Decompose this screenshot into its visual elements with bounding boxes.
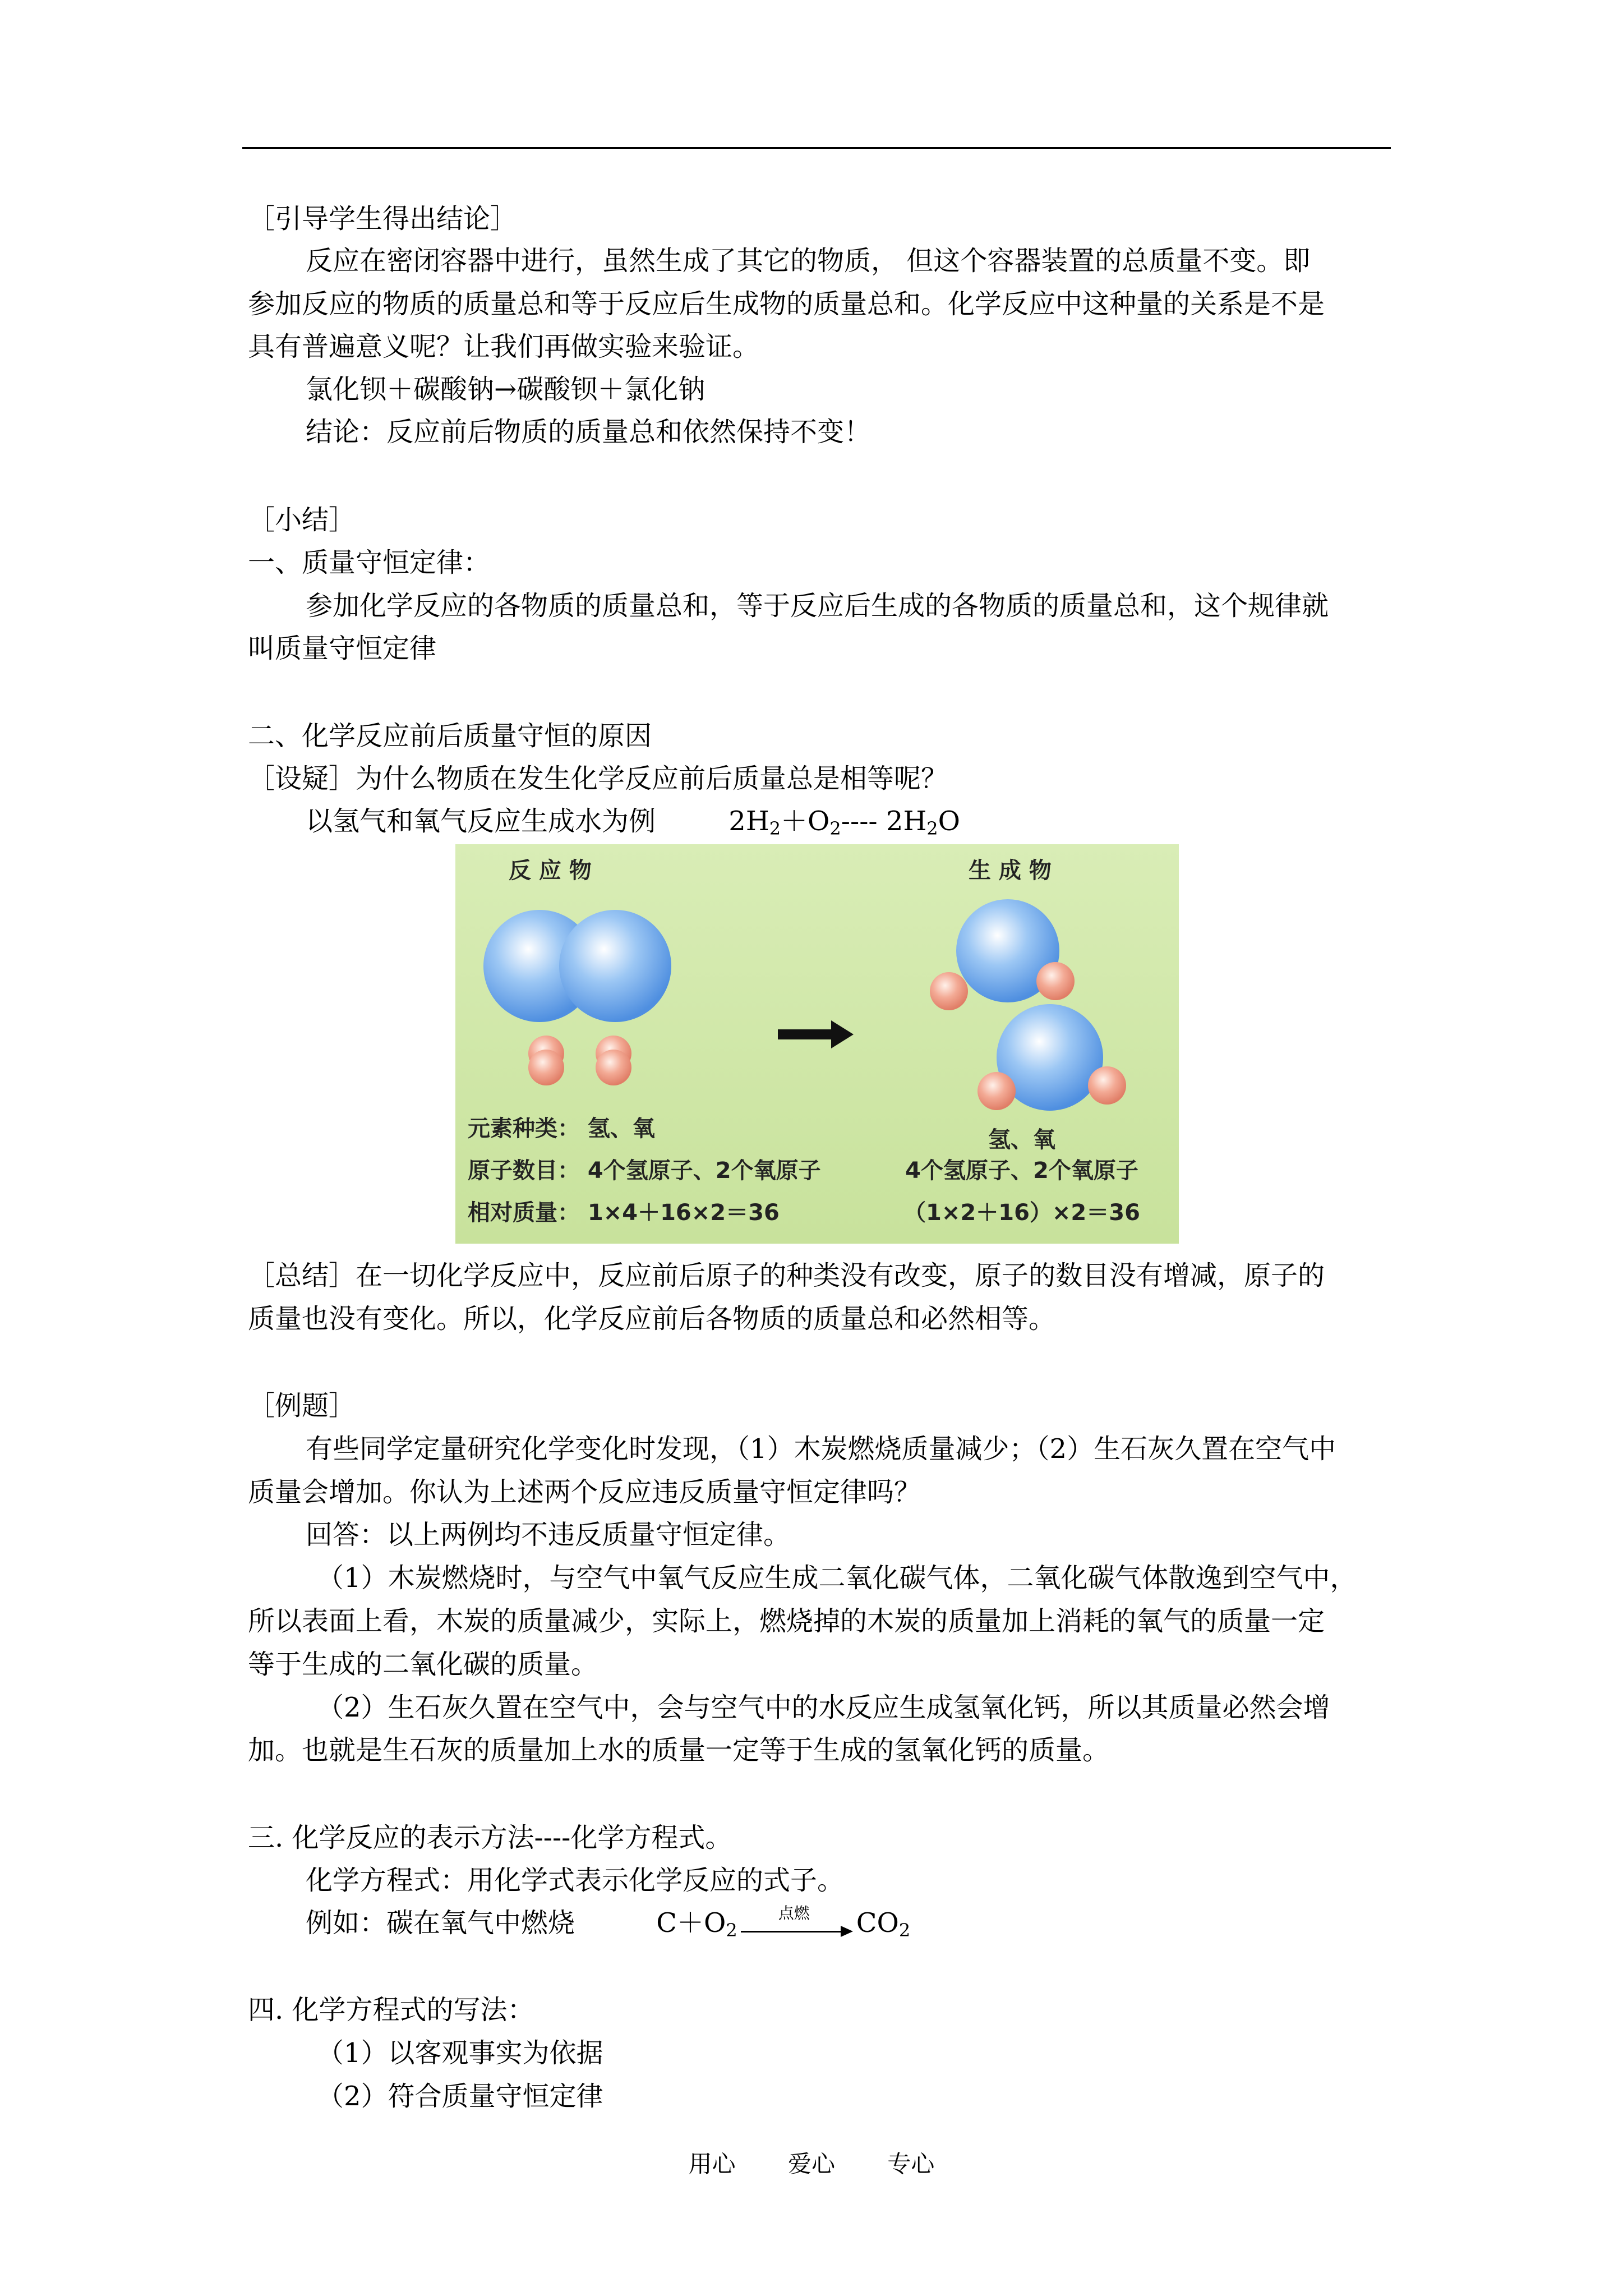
paragraph-line: 加。也就是生石灰的质量加上水的质量一定等于生成的氢氧化钙的质量。: [248, 1734, 1110, 1766]
hydrogen-atom: [1088, 1066, 1126, 1105]
products-title: 生 成 物: [969, 858, 1052, 884]
product-relative-mass: （1×2＋16）×2＝36: [903, 1200, 1140, 1226]
section-guide-heading: ［引导学生得出结论］: [248, 203, 518, 234]
carbon-combustion-equation: $C+O_2$ 点燃 $CO_2$: [656, 1904, 911, 1941]
hydrogen-atom: [596, 1050, 631, 1085]
paragraph-line: （1）木炭燃烧时，与空气中氧气反应生成二氧化碳气体，二氧化碳气体散逸到空气中，: [317, 1562, 1357, 1594]
section-summary-heading: ［小结］: [248, 504, 356, 536]
paragraph-line: 质量会增加。你认为上述两个反应违反质量守恒定律吗？: [248, 1476, 921, 1508]
paragraph-line: 叫质量守恒定律: [248, 633, 437, 664]
list-item: （1）以客观事实为依据: [317, 2037, 603, 2069]
list-item: （2）符合质量守恒定律: [317, 2081, 603, 2112]
relative-mass-label: 相对质量： 1×4＋16×2＝36: [468, 1200, 780, 1226]
reaction-condition: 点燃: [778, 1904, 810, 1922]
molecule-diagram: [455, 844, 1179, 1244]
footer-text: 爱心: [787, 2150, 835, 2178]
hydrogen-atom: [930, 972, 968, 1010]
molecule-diagram-svg: [455, 844, 1179, 1244]
section-heading: 三. 化学反应的表示方法----化学方程式。: [248, 1822, 732, 1853]
example-text: 以氢气和氧气反应生成水为例: [306, 806, 656, 837]
paragraph-line: 所以表面上看，木炭的质量减少，实际上，燃烧掉的木炭的质量加上消耗的氧气的质量一定: [248, 1605, 1325, 1637]
header-rule: [242, 147, 1391, 149]
example-line: [306, 804, 960, 838]
paragraph-line: 反应在密闭容器中进行，虽然生成了其它的物质， 但这个容器装置的总质量不变。即: [306, 245, 1311, 277]
page-footer: [0, 2148, 1623, 2180]
paragraph-line: 参加化学反应的各物质的质量总和，等于反应后生成的各物质的质量总和，这个规律就: [306, 590, 1329, 622]
section-heading: 四. 化学方程式的写法：: [248, 1994, 534, 2026]
footer-text: 专心: [887, 2150, 935, 2178]
hydrogen-atom: [1036, 962, 1075, 1000]
example-line: [306, 1906, 910, 1940]
section-heading: 一、质量守恒定律：: [248, 547, 491, 578]
hydrogen-atom: [528, 1050, 564, 1085]
example-text: 例如：碳在氧气中燃烧: [306, 1907, 575, 1939]
element-types-label: 元素种类： 氢、氧: [468, 1116, 655, 1142]
paragraph-line: 有些同学定量研究化学变化时发现，（1）木炭燃烧质量减少；（2）生石灰久置在空气中: [306, 1433, 1336, 1465]
section-heading: 二、化学反应前后质量守恒的原因: [248, 720, 652, 752]
section-example-heading: ［例题］: [248, 1390, 356, 1421]
answer-line: 回答：以上两例均不违反质量守恒定律。: [306, 1519, 791, 1550]
reactants-title: 反 应 物: [509, 858, 592, 884]
reaction-word-equation: 氯化钡＋碳酸钠→碳酸钡＋氯化钠: [306, 374, 706, 405]
paragraph-line: （2）生石灰久置在空气中，会与空气中的水反应生成氢氧化钙，所以其质量必然会增: [317, 1692, 1330, 1723]
summary-line: ［总结］在一切化学反应中，反应前后原子的种类没有改变，原子的数目没有增减，原子的: [248, 1260, 1325, 1291]
product-elements: 氢、氧: [988, 1127, 1055, 1153]
question-line: ［设疑］为什么物质在发生化学反应前后质量总是相等呢？: [248, 763, 948, 794]
paragraph-line: 具有普遍意义呢？让我们再做实验来验证。: [248, 331, 760, 362]
product-atom-count: 4个氢原子、2个氧原子: [905, 1158, 1138, 1184]
paragraph-line: 参加反应的物质的质量总和等于反应后生成物的质量总和。化学反应中这种量的关系是不是: [248, 288, 1325, 320]
water-equation: $2H_2+O_2----$ $2H_2O$: [728, 806, 961, 839]
definition-line: 化学方程式：用化学式表示化学反应的式子。: [306, 1865, 845, 1896]
conclusion-line: 结论：反应前后物质的质量总和依然保持不变！: [306, 416, 872, 448]
paragraph-line: 等于生成的二氧化碳的质量。: [248, 1649, 598, 1680]
hydrogen-atom: [978, 1072, 1016, 1110]
footer-text: 用心: [688, 2150, 736, 2178]
oxygen-atom: [559, 910, 671, 1022]
reaction-arrow-icon: [741, 1906, 853, 1940]
atom-count-label: 原子数目： 4个氢原子、2个氧原子: [468, 1158, 821, 1184]
summary-line: 质量也没有变化。所以，化学反应前后各物质的质量总和必然相等。: [248, 1303, 1056, 1335]
